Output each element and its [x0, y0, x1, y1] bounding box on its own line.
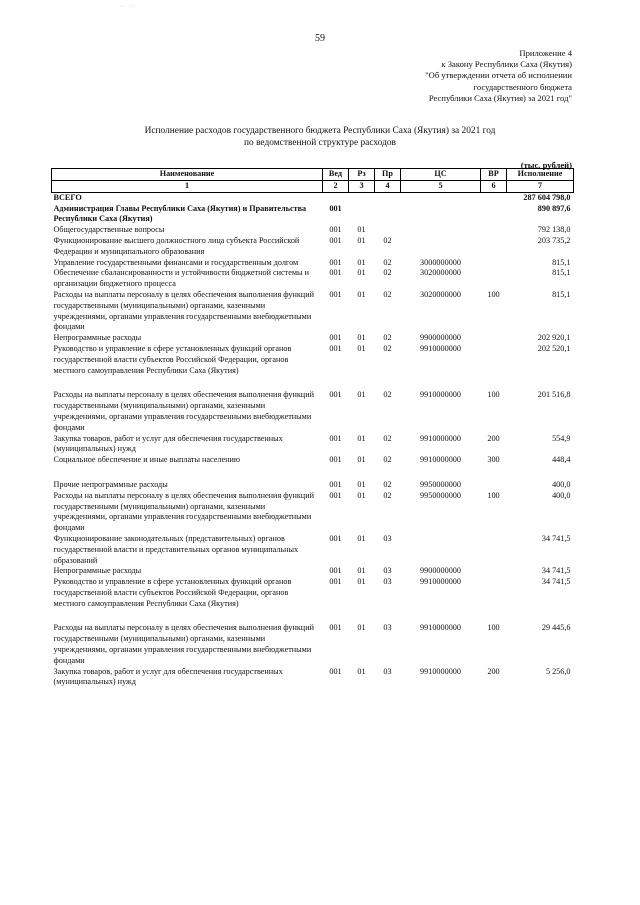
row-cs-code: 9910000000 — [420, 433, 461, 443]
table-row — [52, 204, 574, 226]
row-pr-code: 02 — [383, 268, 392, 278]
row-spacer-cell — [52, 466, 574, 480]
row-vr-code — [481, 192, 507, 203]
row-amount: 792 138,0 — [537, 225, 571, 235]
row-pr-code: 02 — [383, 257, 392, 267]
row-cs-code: 3020000000 — [420, 289, 461, 299]
row-vr-code — [481, 577, 507, 609]
row-cs-code: 9950000000 — [420, 490, 461, 500]
row-ved-code: 001 — [329, 390, 342, 400]
row-vr-code: 100 — [487, 390, 500, 400]
row-amount: 202 520,1 — [537, 343, 571, 353]
row-name: Закупка товаров, работ и услуг для обеспечения государственных (муниципальных) нужд — [53, 666, 283, 687]
col-number: 1 — [52, 181, 323, 193]
row-ved-code: 001 — [329, 225, 342, 235]
row-spacer — [52, 466, 574, 480]
row-name: Непрограммные расходы — [53, 566, 142, 576]
row-ved-code: 001 — [329, 343, 342, 353]
row-cs-code: 9910000000 — [420, 666, 461, 676]
row-vr-code — [481, 566, 507, 577]
row-cs-code: 9910000000 — [420, 623, 461, 633]
row-ved-code: 001 — [329, 333, 342, 343]
row-rz-code: 01 — [357, 225, 366, 235]
row-vr-code: 200 — [487, 666, 500, 676]
row-rz-code: 01 — [357, 623, 366, 633]
units-label: (тыс. рублей) — [520, 160, 572, 170]
row-rz-code: 01 — [357, 289, 366, 299]
title-line: по ведомственной структуре расходов — [244, 138, 396, 148]
row-ved-code: 001 — [329, 455, 342, 465]
row-name: Руководство и управление в сфере установленных функций органов государственной власти субъектов Российской Федерации, органов местного самоуправления Республики Саха (Якутия) — [53, 577, 292, 608]
row-name: ВСЕГО — [53, 192, 82, 202]
col-number: 3 — [349, 181, 375, 193]
col-header-name: Наименование — [52, 169, 323, 181]
row-pr-code: 02 — [383, 333, 392, 343]
table-header-row — [52, 169, 574, 181]
row-amount: 448,4 — [552, 455, 571, 465]
table-row — [52, 268, 574, 290]
row-amount: 554,9 — [552, 433, 571, 443]
col-header-ved: Вед — [323, 169, 349, 181]
row-pr-code — [375, 225, 401, 236]
row-rz-code: 01 — [357, 235, 366, 245]
row-pr-code: 02 — [383, 479, 392, 489]
row-amount: 815,1 — [552, 268, 571, 278]
table-row — [52, 667, 574, 689]
row-cs-code — [401, 192, 481, 203]
row-rz-code: 01 — [357, 666, 366, 676]
row-cs-code — [401, 236, 481, 258]
row-vr-code: 100 — [487, 623, 500, 633]
appendix-line: Приложение 4 — [519, 48, 572, 58]
row-ved-code: 001 — [329, 203, 342, 213]
row-rz-code: 01 — [357, 390, 366, 400]
row-ved-code — [323, 192, 349, 203]
row-pr-code: 03 — [383, 623, 392, 633]
row-rz-code: 01 — [357, 566, 366, 576]
row-ved-code: 001 — [329, 257, 342, 267]
col-header-amount: Исполнение — [507, 169, 574, 181]
col-number: 4 — [375, 181, 401, 193]
row-vr-code — [481, 480, 507, 491]
appendix-line: Республики Саха (Якутия) за 2021 год" — [428, 92, 572, 103]
row-vr-code: 100 — [487, 289, 500, 299]
row-cs-code: 3000000000 — [420, 257, 461, 267]
row-ved-code: 001 — [329, 490, 342, 500]
row-ved-code: 001 — [329, 268, 342, 278]
row-pr-code — [375, 192, 401, 203]
row-amount: 5 256,0 — [545, 666, 571, 676]
row-amount: 202 920,1 — [537, 333, 571, 343]
row-cs-code — [401, 534, 481, 566]
row-vr-code: 100 — [487, 490, 500, 500]
row-ved-code: 001 — [329, 289, 342, 299]
row-amount: 815,1 — [552, 257, 571, 267]
row-ved-code: 001 — [329, 533, 342, 543]
title-line: Исполнение расходов государственного бюджета Республики Саха (Якутия) за 2021 год — [144, 126, 496, 136]
document-title — [0, 125, 640, 149]
row-amount: 34 741,5 — [541, 533, 571, 543]
row-rz-code: 01 — [357, 533, 366, 543]
table-row — [52, 290, 574, 333]
row-cs-code: 9910000000 — [420, 390, 461, 400]
table-row — [52, 455, 574, 466]
row-pr-code: 03 — [383, 577, 392, 587]
row-rz-code: 01 — [357, 257, 366, 267]
row-name: Функционирование законодательных (представительных) органов государственной власти и представительных органов муниципальных образований — [53, 533, 299, 565]
row-rz-code: 01 — [357, 455, 366, 465]
table-row — [52, 258, 574, 269]
row-amount: 203 735,2 — [537, 235, 571, 245]
row-name: Расходы на выплаты персоналу в целях обеспечения выполнения функций государственными (муниципальными) органами, казенными учреждениями, органами управления государственными внебюджетными фондами — [53, 623, 314, 665]
row-rz-code: 01 — [357, 333, 366, 343]
row-pr-code: 02 — [383, 433, 392, 443]
page-number: 59 — [315, 33, 325, 44]
row-name: Расходы на выплаты персоналу в целях обеспечения выполнения функций государственными (муниципальными) органами, казенными учреждениями, органами управления государственными внебюджетными фондами — [53, 490, 314, 533]
table-row — [52, 480, 574, 491]
table-column-numbers-row — [52, 181, 574, 193]
row-pr-code: 02 — [383, 343, 392, 353]
row-pr-code: 03 — [383, 533, 392, 543]
table-row — [52, 534, 574, 566]
row-ved-code: 001 — [329, 235, 342, 245]
table-row — [52, 236, 574, 258]
row-pr-code: 02 — [383, 455, 392, 465]
col-number: 7 — [507, 181, 574, 193]
row-pr-code: 03 — [383, 666, 392, 676]
row-cs-code: 9910000000 — [420, 455, 461, 465]
appendix-line: к Закону Республики Саха (Якутия) — [441, 59, 572, 70]
col-header-rz: Рз — [349, 169, 375, 181]
table-row — [52, 225, 574, 236]
row-vr-code — [481, 225, 507, 236]
row-name: Управление государственными финансами и государственным долгом — [53, 257, 299, 267]
row-rz-code: 01 — [357, 268, 366, 278]
row-vr-code — [481, 268, 507, 290]
row-pr-code: 02 — [383, 490, 392, 500]
row-vr-code: 300 — [487, 455, 500, 465]
row-ved-code: 001 — [329, 623, 342, 633]
row-rz-code: 01 — [357, 433, 366, 443]
appendix-line: государственного бюджета — [473, 81, 572, 92]
row-name: Администрация Главы Республики Саха (Якутия) и Правительства Республики Саха (Якутия) — [53, 203, 307, 224]
row-ved-code: 001 — [329, 566, 342, 576]
table-row — [52, 344, 574, 376]
row-amount: 34 741,5 — [541, 577, 571, 587]
row-cs-code — [401, 225, 481, 236]
row-cs-code: 9910000000 — [420, 343, 461, 353]
row-name: Непрограммные расходы — [53, 333, 142, 343]
table-row — [52, 491, 574, 534]
row-pr-code: 02 — [383, 289, 392, 299]
row-amount: 815,1 — [552, 289, 571, 299]
row-vr-code — [481, 534, 507, 566]
row-vr-code — [481, 204, 507, 226]
row-rz-code: 01 — [357, 490, 366, 500]
row-ved-code: 001 — [329, 577, 342, 587]
row-cs-code: 9900000000 — [420, 333, 461, 343]
row-pr-code: 02 — [383, 390, 392, 400]
row-name: Обеспечение сбалансированности и устойчивости бюджетной системы и организации бюджетного процесса — [53, 268, 309, 289]
table-row — [52, 566, 574, 577]
row-name: Социальное обеспечение и иные выплаты населению — [53, 455, 240, 465]
table-row — [52, 577, 574, 609]
table-row — [52, 434, 574, 456]
col-header-cs: ЦС — [401, 169, 481, 181]
appendix-line: "Об утверждении отчета об исполнении — [425, 70, 572, 81]
row-spacer — [52, 609, 574, 623]
row-vr-code — [481, 258, 507, 269]
row-spacer — [52, 376, 574, 390]
row-ved-code: 001 — [329, 479, 342, 489]
row-vr-code — [481, 236, 507, 258]
col-number: 5 — [401, 181, 481, 193]
row-name: Расходы на выплаты персоналу в целях обеспечения выполнения функций государственными (муниципальными) органами, казенными учреждениями, органами управления государственными внебюджетными фондами — [53, 289, 314, 332]
table-row — [52, 333, 574, 344]
row-vr-code: 200 — [487, 433, 500, 443]
row-spacer-cell — [52, 376, 574, 390]
row-name: Расходы на выплаты персоналу в целях обеспечения выполнения функций государственными (муниципальными) органами, казенными учреждениями, органами управления государственными внебюджетными фондами — [53, 390, 314, 432]
row-ved-code: 001 — [329, 433, 342, 443]
expenditure-table — [51, 168, 574, 688]
row-vr-code — [481, 344, 507, 376]
row-ved-code: 001 — [329, 666, 342, 676]
row-pr-code — [375, 204, 401, 226]
row-vr-code — [481, 333, 507, 344]
table-row — [52, 192, 574, 203]
row-amount: 287 604 798,0 — [523, 192, 571, 202]
row-name: Прочие непрограммные расходы — [53, 479, 168, 489]
row-cs-code: 9900000000 — [420, 566, 461, 576]
row-amount: 34 741,5 — [541, 566, 571, 576]
row-amount: 400,0 — [552, 479, 571, 489]
row-rz-code — [349, 204, 375, 226]
row-cs-code: 3020000000 — [420, 268, 461, 278]
row-cs-code: 9910000000 — [420, 577, 461, 587]
row-spacer-cell — [52, 609, 574, 623]
col-number: 2 — [323, 181, 349, 193]
row-name: Руководство и управление в сфере установленных функций органов государственной власти субъектов Российской Федерации, органов местного самоуправления Республики Саха (Якутия) — [53, 343, 292, 375]
table-row — [52, 390, 574, 433]
row-name: Общегосударственные вопросы — [53, 225, 165, 235]
row-rz-code: 01 — [357, 479, 366, 489]
row-name: Функционирование высшего должностного лица субъекта Российской Федерации и муниципального образования — [53, 235, 300, 256]
row-rz-code — [349, 192, 375, 203]
row-cs-code: 9950000000 — [420, 479, 461, 489]
row-cs-code — [401, 204, 481, 226]
table-body — [52, 192, 574, 688]
row-amount: 29 445,6 — [541, 623, 571, 633]
col-header-vr: ВР — [481, 169, 507, 181]
row-name: Закупка товаров, работ и услуг для обеспечения государственных (муниципальных) нужд — [53, 433, 283, 454]
row-rz-code: 01 — [357, 343, 366, 353]
row-pr-code: 03 — [383, 566, 392, 576]
row-amount: 890 897,6 — [537, 203, 571, 213]
row-amount: 400,0 — [552, 490, 571, 500]
col-number: 6 — [481, 181, 507, 193]
row-pr-code: 02 — [383, 235, 392, 245]
table-row — [52, 623, 574, 666]
row-amount: 201 516,8 — [537, 390, 571, 400]
scan-corner-mark: ·· ·· — [120, 4, 135, 10]
row-rz-code: 01 — [357, 577, 366, 587]
appendix-reference — [332, 48, 572, 104]
col-header-pr: Пр — [375, 169, 401, 181]
